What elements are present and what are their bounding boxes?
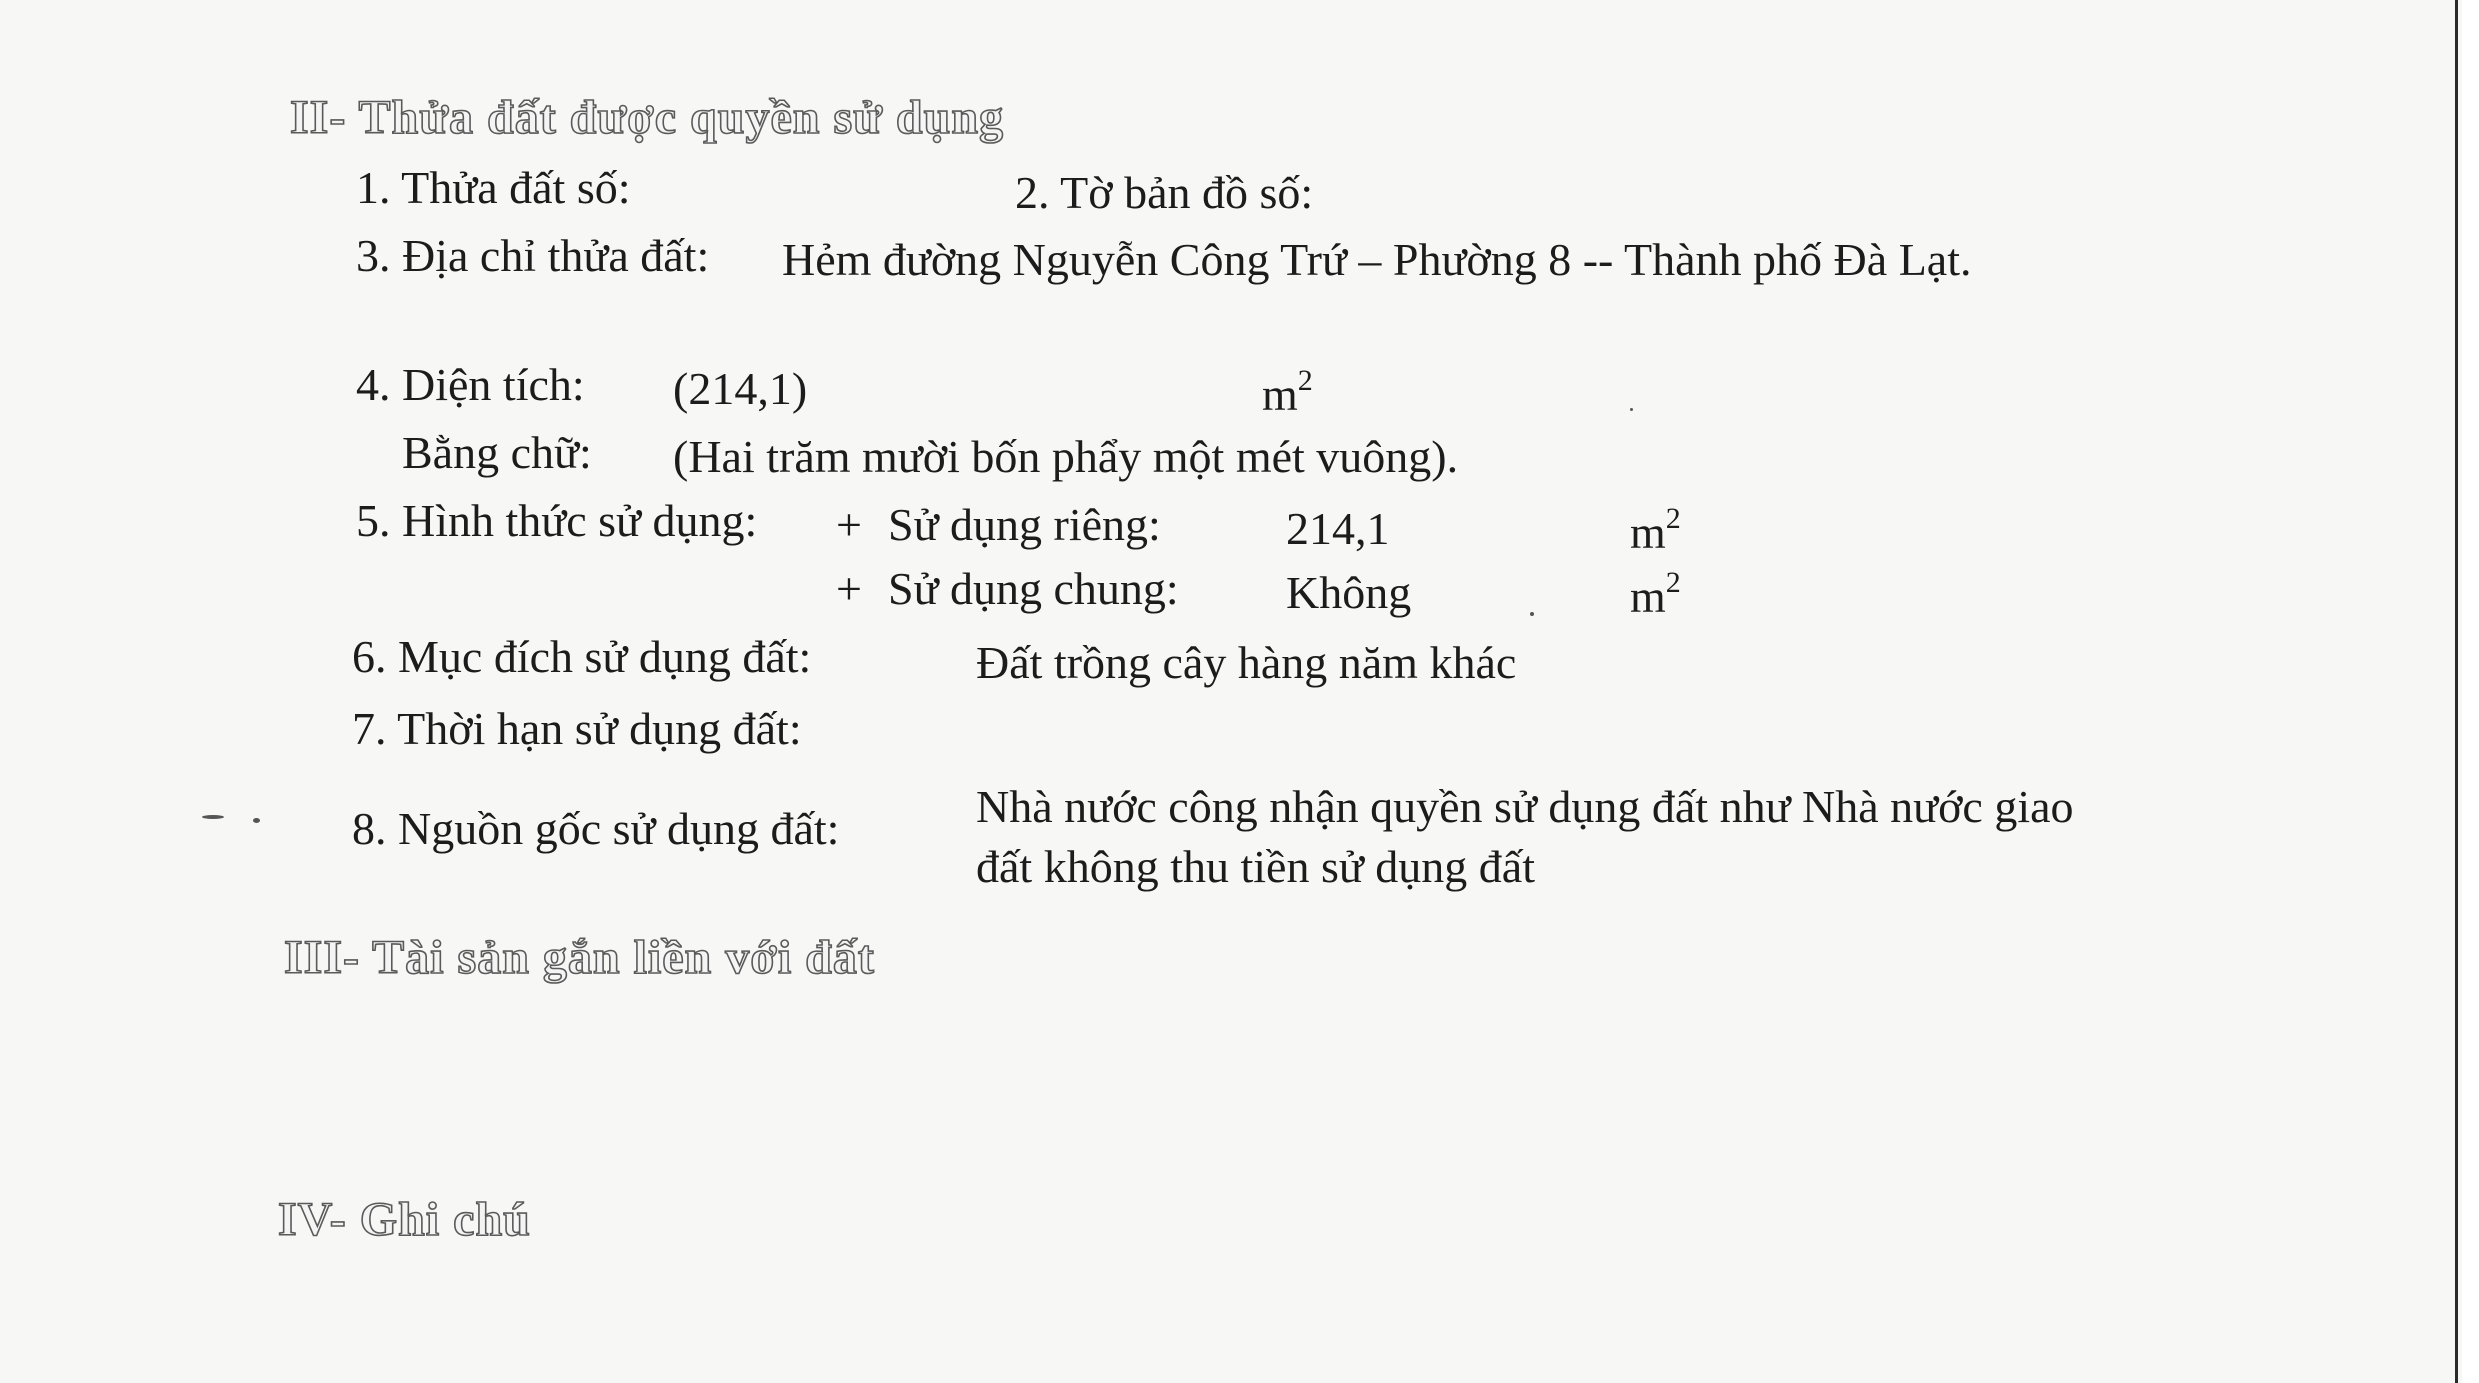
item8-value-line2: đất không thu tiền sử dụng đất — [976, 841, 1535, 892]
scan-speck — [253, 818, 260, 823]
section-ii-heading: II- Thửa đất được quyền sử dụng — [290, 91, 1005, 144]
item6-value: Đất trồng cây hàng năm khác — [976, 637, 1517, 688]
item4-value: (214,1) — [673, 363, 808, 414]
item2-label: 2. Tờ bản đồ số: — [1015, 167, 1314, 218]
scan-speck — [202, 815, 224, 819]
item4-label: 4. Diện tích: — [356, 359, 585, 410]
shared-plus: + — [836, 563, 862, 614]
item7-label: 7. Thời hạn sử dụng đất: — [352, 703, 802, 754]
item3-label: 3. Địa chỉ thửa đất: — [356, 230, 710, 281]
words-value: (Hai trăm mười bốn phẩy một mét vuông). — [673, 431, 1459, 482]
words-label: Bằng chữ: — [402, 427, 592, 478]
scan-speck — [1630, 408, 1633, 411]
shared-unit: $m^2$ — [1630, 566, 1681, 622]
private-unit: $m^2$ — [1630, 502, 1681, 558]
private-label: Sử dụng riêng: — [888, 499, 1161, 550]
item1-label: 1. Thửa đất số: — [356, 162, 631, 213]
item4-unit: $m^2$ — [1262, 364, 1313, 420]
section-iv-heading: IV- Ghi chú — [278, 1193, 531, 1246]
item3-value: Hẻm đường Nguyễn Công Trứ – Phường 8 -- Thành phố Đà Lạt. — [782, 234, 1972, 285]
item8-value-line1: Nhà nước công nhận quyền sử dụng đất như Nhà nước giao — [976, 781, 2074, 832]
item6-label: 6. Mục đích sử dụng đất: — [352, 631, 812, 682]
shared-label: Sử dụng chung: — [888, 563, 1179, 614]
private-value: 214,1 — [1286, 503, 1390, 554]
shared-value: Không — [1286, 567, 1412, 618]
item8-label: 8. Nguồn gốc sử dụng đất: — [352, 803, 840, 854]
page-edge-line — [2455, 0, 2458, 1383]
private-plus: + — [836, 499, 862, 550]
section-iii-heading: III- Tài sản gắn liền với đất — [284, 931, 875, 984]
item5-label: 5. Hình thức sử dụng: — [356, 495, 758, 546]
scan-speck — [1530, 612, 1534, 616]
page-edge-margin — [2462, 0, 2479, 1383]
